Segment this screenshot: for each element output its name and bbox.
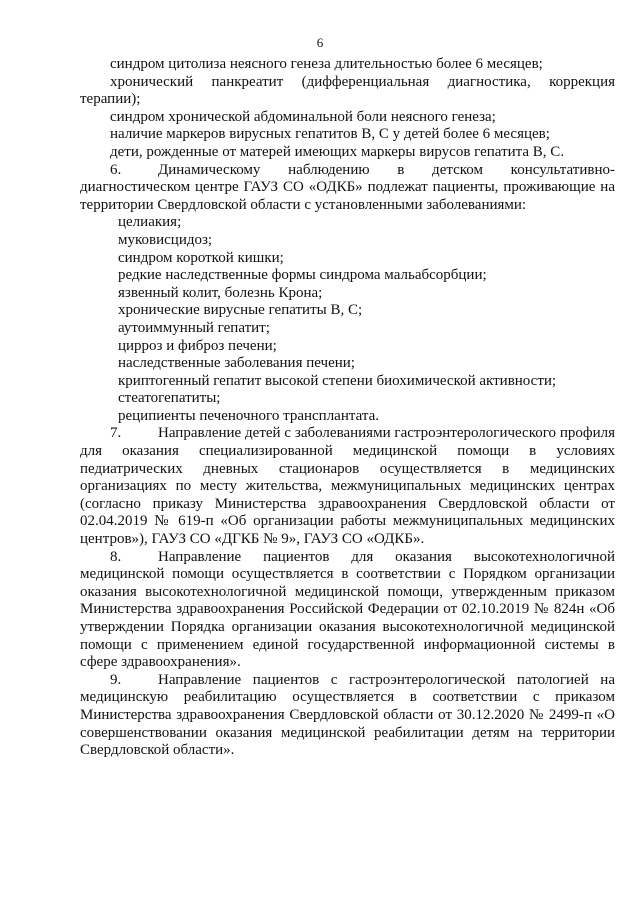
list-item: криптогенный гепатит высокой степени биохимической активности; — [118, 372, 557, 389]
paragraph-text: Динамическому наблюдению в детском консультативно-диагностическом центре ГАУЗ СО «ОДКБ» подлежат пациенты, проживающие на территории Свердловской области с установленными заболеваниями: — [80, 161, 615, 213]
list-item: реципиенты печеночного трансплантата. — [118, 407, 380, 424]
paragraph-text: Направление детей с заболеваниями гастроэнтерологического профиля для оказания специализированной медицинской помощи в условиях педиатрических дневных стационаров осуществляется в медицинских организациях по месту жительства, межмуниципальных медицинских центрах (согласно приказу Министерства здравоохранения Свердловской области от 02.04.2019 № 619-п «Об организации работы межмуниципальных медицинских центров»), ГАУЗ СО «ДГКБ № 9», ГАУЗ СО «ОДКБ». — [80, 425, 615, 548]
list-item: редкие наследственные формы синдрома мальабсорбции; — [118, 267, 487, 284]
list-item: хронический панкреатит (дифференциальная диагностика, коррекция терапии); — [80, 73, 615, 108]
numbered-paragraph-8 — [80, 549, 615, 672]
list-item: синдром хронической абдоминальной боли неясного генеза; — [110, 108, 496, 125]
paragraph-number: 9. — [110, 671, 122, 688]
list-item: наследственные заболевания печени; — [118, 355, 355, 372]
list-item: язвенный колит, болезнь Крона; — [118, 284, 323, 301]
numbered-paragraph-7 — [80, 425, 615, 548]
list-item: наличие маркеров вирусных гепатитов В, С у детей более 6 месяцев; — [110, 126, 550, 143]
list-item: муковисцидоз; — [118, 231, 213, 248]
numbered-paragraph-6 — [80, 162, 615, 215]
paragraph-number: 6. — [110, 161, 122, 178]
list-item: цирроз и фиброз печени; — [118, 337, 277, 354]
document-body — [80, 56, 615, 760]
numbered-paragraph-9 — [80, 672, 615, 760]
list-item: целиакия; — [118, 214, 182, 231]
paragraph-number: 8. — [110, 548, 122, 565]
list-item: стеатогепатиты; — [118, 390, 221, 407]
list-item: дети, рожденные от матерей имеющих маркеры вирусов гепатита В, С. — [110, 143, 565, 160]
list-item: хронические вирусные гепатиты В, С; — [118, 302, 363, 319]
paragraph-text: Направление пациентов с гастроэнтерологической патологией на медицинскую реабилитацию осуществляется в соответствии с приказом Министерства здравоохранения Свердловской области от 30.12.2020 № 2499-п «О совершенствовании оказания медицинской реабилитации детям на территории Свердловской области». — [80, 671, 615, 759]
list-item: синдром короткой кишки; — [118, 249, 284, 266]
list-item: аутоиммунный гепатит; — [118, 319, 270, 336]
list-item: синдром цитолиза неясного генеза длительностью более 6 месяцев; — [110, 56, 543, 72]
paragraph-text: Направление пациентов для оказания высокотехнологичной медицинской помощи осуществляется в соответствии с Порядком организации оказания высокотехнологичной медицинской помощи, утвержденным приказом Министерства здравоохранения Российской Федерации от 02.10.2019 № 824н «Об утверждении Порядка организации оказания высокотехнологичной медицинской помощи с применением единой государственной информационной системы в сфере здравоохранения». — [80, 548, 615, 671]
paragraph-number: 7. — [110, 425, 122, 442]
page-number: 6 — [316, 35, 324, 50]
